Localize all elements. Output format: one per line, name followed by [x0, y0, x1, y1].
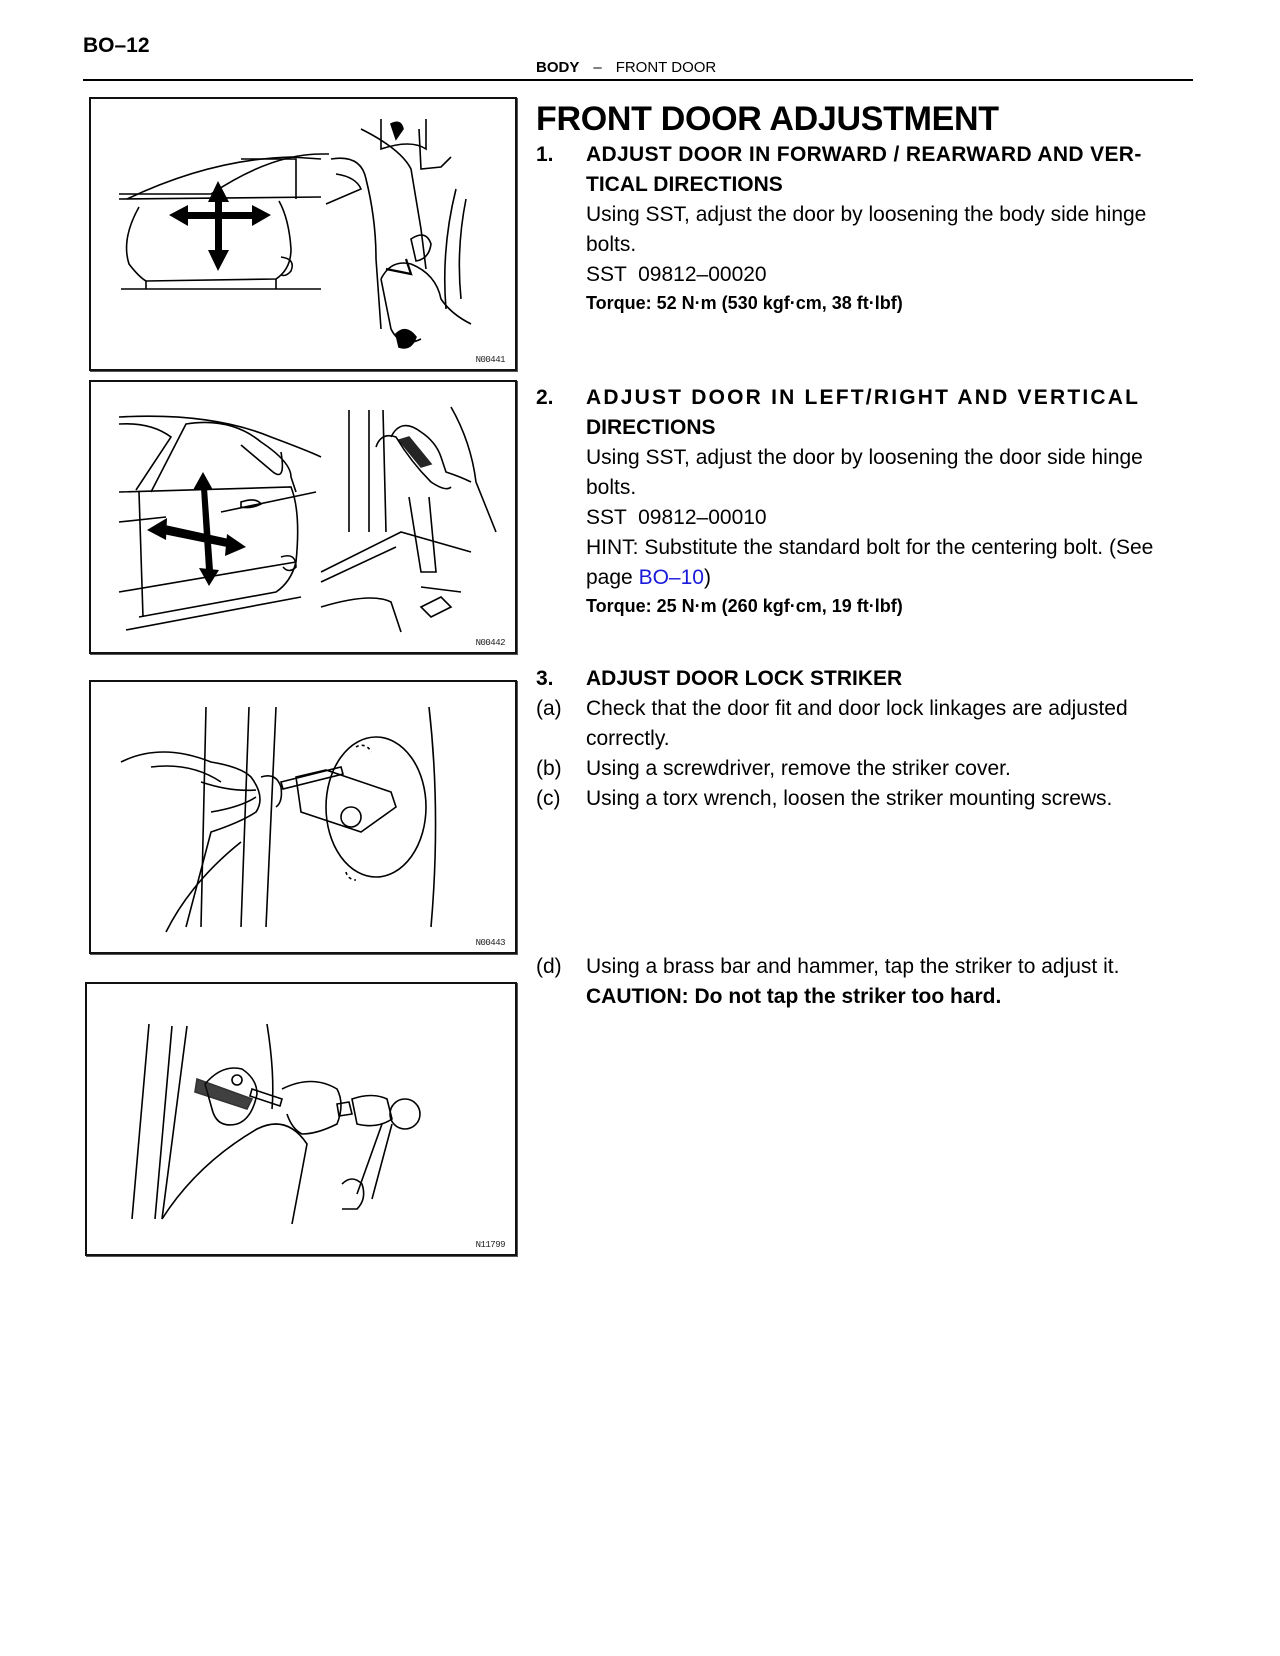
torque-spec: Torque: 52 N·m (530 kgf·cm, 38 ft·lbf): [586, 293, 903, 313]
page-code: BO–12: [83, 34, 150, 57]
brass-bar-hammer-illustration: [87, 984, 511, 1254]
header-rule: [83, 79, 1193, 81]
step-number: 3.: [536, 667, 554, 690]
step-heading: [586, 383, 1196, 443]
sst-number: SST 09812–00010: [586, 506, 767, 529]
section-name: BODY: [536, 59, 580, 76]
step-body-line: Using SST, adjust the door by loosening the door side hinge: [586, 446, 1143, 469]
figure-striker-torx: [89, 680, 517, 954]
step-heading: ADJUST DOOR LOCK STRIKER: [586, 667, 903, 690]
separator: –: [593, 59, 602, 76]
step-number: 2.: [536, 386, 554, 409]
hint-prefix: page: [586, 566, 639, 589]
subsection-name: FRONT DOOR: [615, 59, 717, 76]
figure-code: N11799: [475, 1240, 505, 1250]
step-3: [536, 664, 1196, 814]
hint-line: HINT: Substitute the standard bolt for the centering bolt. (See: [586, 536, 1154, 559]
substep-label: (d): [536, 955, 562, 978]
step-body-line: Using SST, adjust the door by loosening the body side hinge: [586, 203, 1147, 226]
step-number: 1.: [536, 143, 554, 166]
substep-line: Using a torx wrench, loosen the striker mounting screws.: [586, 787, 1113, 810]
torx-wrench-striker-illustration: [91, 682, 515, 952]
caution-note: CAUTION: Do not tap the striker too hard.: [586, 985, 1002, 1008]
four-way-arrow-icon: [91, 99, 515, 369]
hint-suffix: ): [703, 566, 711, 589]
substep-b: [536, 754, 1196, 784]
substep-label: (b): [536, 757, 562, 780]
torque-spec: Torque: 25 N·m (260 kgf·cm, 19 ft·lbf): [586, 596, 903, 616]
substep-label: (a): [536, 697, 562, 720]
page-link-bo-10[interactable]: BO–10: [638, 566, 704, 589]
page-title: FRONT DOOR ADJUSTMENT: [536, 100, 999, 138]
step-heading-line: ADJUST DOOR IN LEFT/RIGHT AND VERTICAL: [586, 386, 1141, 409]
step-heading-line: TICAL DIRECTIONS: [586, 173, 783, 196]
figure-door-left-right: [89, 380, 517, 654]
figure-code: N00442: [475, 638, 505, 648]
step-body-line: bolts.: [586, 233, 637, 256]
running-head: [536, 59, 716, 76]
step-heading-line: ADJUST DOOR IN FORWARD / REARWARD AND VER-: [586, 143, 1142, 166]
substep-c: [536, 784, 1196, 814]
diagonal-four-way-arrow-icon: [91, 382, 515, 652]
substep-text: [586, 694, 1196, 754]
step-1: [536, 140, 1196, 316]
substep-a: [536, 694, 1196, 754]
substep-line: Using a brass bar and hammer, tap the striker to adjust it.: [586, 955, 1120, 978]
step-heading: [586, 140, 1196, 200]
substep-line: Check that the door fit and door lock linkages are adjusted: [586, 697, 1128, 720]
figure-door-forward-rearward: [89, 97, 517, 371]
substep-d: [536, 952, 1196, 1012]
substep-line: Using a screwdriver, remove the striker cover.: [586, 757, 1011, 780]
substep-text: [586, 952, 1196, 1012]
figure-code: N00443: [475, 938, 505, 948]
step-heading-line: DIRECTIONS: [586, 416, 716, 439]
hint-page-ref: [586, 563, 1196, 593]
figure-striker-hammer: [85, 982, 517, 1256]
substep-label: (c): [536, 787, 561, 810]
sst-number: SST 09812–00020: [586, 263, 767, 286]
figure-code: N00441: [475, 355, 505, 365]
step-body-line: bolts.: [586, 476, 637, 499]
substep-line: correctly.: [586, 727, 670, 750]
step-2: [536, 383, 1196, 619]
